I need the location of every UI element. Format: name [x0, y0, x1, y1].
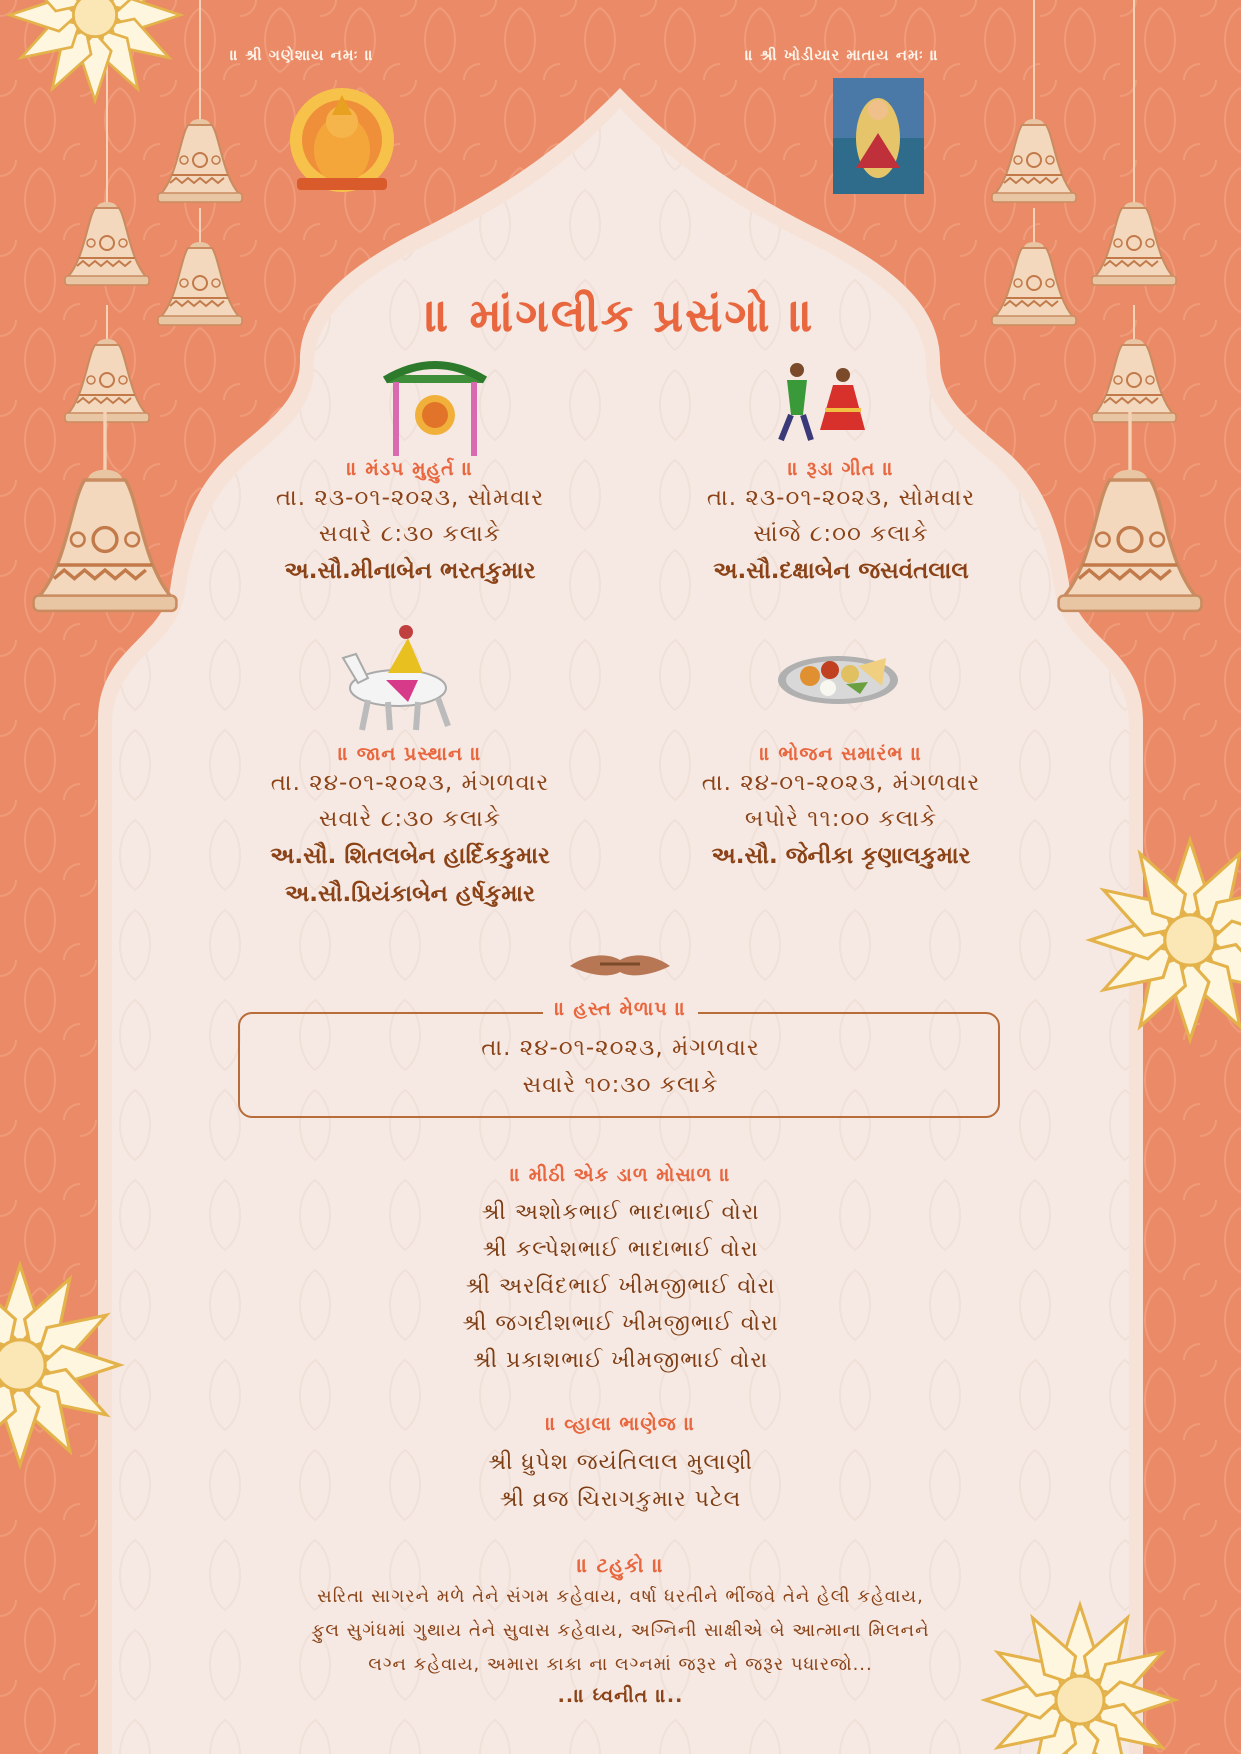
event-heading: ॥ ભોજન સમારંભ ॥ — [759, 743, 923, 765]
ganesha-image — [290, 88, 394, 192]
event-heading: ॥ જાન પ્રસ્થાન ॥ — [338, 743, 482, 765]
event-ruda-geet — [631, 458, 1051, 590]
hast-melap-box — [238, 1012, 1000, 1118]
event-date: તા. ૨૪-૦૧-૨૦૨૩, મંગળવાર — [270, 770, 550, 796]
khodiyar-invocation: ॥ શ્રી ખોડીયાર માતાય નમઃ ॥ — [745, 46, 940, 64]
event-date: તા. ૨૪-૦૧-૨૦૨૩, મંગળવાર — [701, 770, 981, 796]
event-mandap-muhurt — [200, 458, 620, 590]
hast-melap-date: તા. ૨૪-૦૧-૨૦૨૩, મંગળવાર — [481, 1035, 760, 1061]
mosal-name: શ્રી કલ્પેશભાઈ ભાદાભાઈ વોરા — [482, 1237, 759, 1262]
mosal-name: શ્રી અશોકભાઈ ભાદાભાઈ વોરા — [481, 1200, 760, 1225]
hast-melap-heading-text: ॥ હસ્ત મેળાપ ॥ — [543, 998, 699, 1020]
mosal-heading: ॥ મીઠી એક ડાળ મોસાળ ॥ — [510, 1164, 731, 1186]
mosal-name: શ્રી અરવિંદભાઈ ખીમજીભાઈ વોરા — [465, 1274, 776, 1299]
thali-icon — [778, 650, 898, 710]
mosal-name: શ્રી જગદીશભાઈ ખીમજીભાઈ વોરા — [462, 1311, 779, 1336]
event-time: સાંજે ૮:૦૦ કલાકે — [753, 521, 929, 547]
event-host: અ.સૌ.દક્ષાબેન જસવંતલાલ — [713, 558, 969, 584]
event-time: સવારે ૮:૩૦ કલાકે — [318, 521, 502, 547]
hast-melap-time: સવારે ૧૦:૩૦ કલાકે — [522, 1072, 719, 1098]
hast-melap-heading — [0, 998, 1241, 1020]
signature: ..॥ ધ્વનીત ॥.. — [557, 1685, 684, 1707]
tahuko-line: ફુલ સુગંધમાં ગુથાય તેને સુવાસ કહેવાય, અગ્નિની સાક્ષીએ બે આત્માના મિલનને — [311, 1620, 930, 1641]
event-host: અ.સૌ.મીનાબેન ભરતકુમાર — [284, 558, 536, 584]
ganesh-invocation: ॥ શ્રી ગણેશાય નમઃ ॥ — [230, 46, 374, 64]
bhanej-name: શ્રી વ્રજ ચિરાગકુમાર પટેલ — [499, 1487, 742, 1512]
event-host: અ.સૌ.પ્રિયંકાબેન હર્ષકુમાર — [285, 881, 535, 907]
event-date: તા. ૨૩-૦૧-૨૦૨૩, સોમવાર — [706, 485, 976, 511]
tahuko-heading: ॥ ટહુકો ॥ — [576, 1553, 665, 1577]
event-date: તા. ૨૩-૦૧-૨૦૨૩, સોમવાર — [275, 485, 545, 511]
bhanej-name: શ્રી ધ્રુપેશ જયંતિલાલ મુલાણી — [488, 1450, 753, 1475]
garba-dancers-icon — [770, 360, 880, 450]
event-host: અ.સૌ. જેનીકા કૃણાલકુમાર — [711, 843, 971, 869]
event-heading: ॥ રૂડા ગીત ॥ — [787, 458, 894, 480]
event-time: બપોરે ૧૧:૦૦ કલાકે — [744, 806, 938, 832]
mosal-name: શ્રી પ્રકાશભાઈ ખીમજીભાઈ વોરા — [472, 1348, 769, 1373]
bhanej-heading: ॥ વ્હાલા ભાણેજ ॥ — [545, 1413, 696, 1435]
joined-hands-icon — [570, 950, 670, 982]
event-jaan-prasthan — [200, 743, 620, 913]
groom-horse-icon — [340, 630, 455, 730]
event-host: અ.સૌ. શિતલબેન હાર્દિકકુમાર — [270, 843, 550, 869]
mandap-icon — [385, 370, 485, 455]
tahuko-line: સરિતા સાગરને મળે તેને સંગમ કહેવાય, વર્ષા ધરતીને ભીંજવે તેને હેલી કહેવાય, — [317, 1586, 924, 1607]
khodiyar-mata-image — [833, 78, 924, 194]
event-bhojan-samarambh — [631, 743, 1051, 875]
page-title: ॥ માંગલીક પ્રસંગો ॥ — [425, 288, 816, 342]
event-heading: ॥ મંડપ મુહુર્ત ॥ — [346, 458, 474, 480]
event-time: સવારે ૮:૩૦ કલાકે — [318, 806, 502, 832]
tahuko-line: લગ્ન કહેવાય, અમારા કાકા ના લગ્નમાં જરૂર ને જરૂર પધારજો... — [368, 1654, 873, 1675]
